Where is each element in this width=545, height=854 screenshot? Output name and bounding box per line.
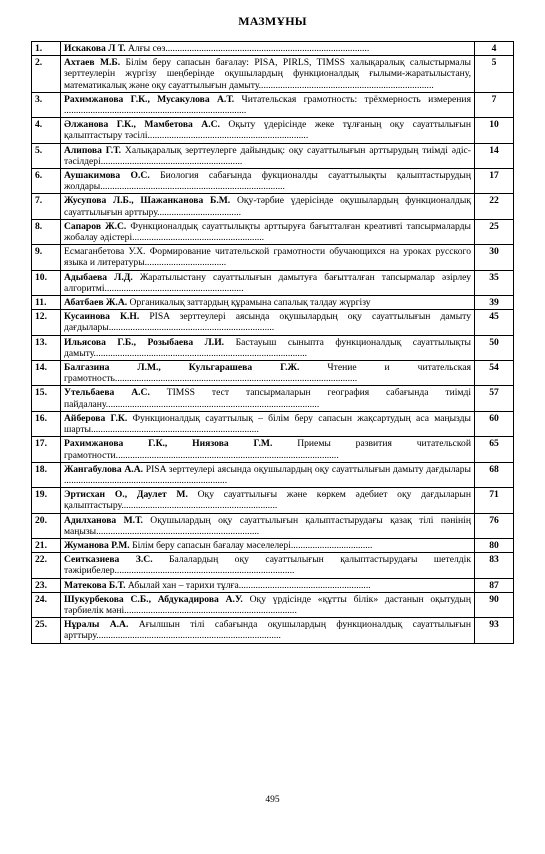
toc-row	[32, 538, 514, 552]
entry-text	[61, 361, 475, 386]
entry-text	[61, 513, 475, 538]
entry-page: 50	[475, 335, 514, 360]
entry-title: Есмаганбетова У.Х. Формирование читательской грамотности обучающихся на уроках русского языка и литературы..................................	[64, 246, 471, 269]
entry-title: Ағылшын тілі сабағында оқушылардың функционалдық сауаттылығын арттыру.............................................................................	[64, 619, 472, 642]
entry-number: 11.	[32, 296, 61, 310]
entry-page: 14	[475, 143, 514, 168]
toc-row	[32, 437, 514, 462]
entry-author: Утельбаева А.С.	[64, 387, 150, 399]
entry-text	[61, 437, 475, 462]
entry-title: Функционалдық сауаттылық – білім беру сапасын жақсартудың аса маңызды шарты......................................................................	[64, 412, 471, 436]
entry-number: 24.	[32, 592, 61, 617]
entry-text	[61, 143, 475, 168]
entry-number: 3.	[32, 92, 61, 117]
entry-number: 10.	[32, 270, 61, 295]
toc-row	[32, 42, 514, 56]
entry-number: 6.	[32, 169, 61, 194]
entry-title: Халықаралық зерттеулерге дайындық: оқу сауаттылығын арттырудың тиімді әдіс-тәсілдері...........................................................	[64, 144, 471, 167]
entry-text	[61, 296, 475, 310]
entry-number: 15.	[32, 386, 61, 411]
entry-title: Алғы сөз.....................................................................................	[125, 43, 370, 54]
entry-number: 23.	[32, 578, 61, 592]
entry-title: Органикалық заттардың құрамына сапалық талдау жүргізу	[127, 297, 371, 309]
entry-number: 4.	[32, 118, 61, 143]
entry-page: 30	[475, 245, 514, 270]
entry-number: 5.	[32, 143, 61, 168]
entry-title: Бастауыш сыныпта функционалдық сауаттылықты дамыту.........................................................................................	[64, 336, 471, 359]
entry-title: Оқу үрдісінде «құтты білік» дастанын оқытудың тәрбиелік мәні........................................................................	[64, 593, 471, 616]
entry-number: 19.	[32, 488, 61, 513]
entry-page: 76	[475, 513, 514, 538]
toc-row	[32, 578, 514, 592]
entry-author: Адыбаева Л.Д.	[64, 271, 133, 283]
entry-author: Шукурбекова С.Б., Абдукадирова А.У.	[64, 593, 243, 605]
entry-title: Білім беру сапасын бағалау: PISA, PIRLS, TIMSS халықаралық салыстырмалы зерттеулерін жүргізу шеңберінде оқушылардың функционалдық ғылыми-жаратылыстану, математикалық және оқу сауаттылығын дамыту.........................................................................	[64, 57, 471, 91]
entry-number: 7.	[32, 194, 61, 219]
entry-title: Биология сабағында фукционалды сауаттылықты қалыптастырудың жолдары.............................................................................	[64, 170, 471, 193]
entry-text	[61, 488, 475, 513]
toc-row	[32, 488, 514, 513]
entry-number: 20.	[32, 513, 61, 538]
entry-text	[61, 411, 475, 436]
toc-row	[32, 386, 514, 411]
toc-row	[32, 118, 514, 143]
entry-text	[61, 592, 475, 617]
entry-author: Алипова Г.Т.	[64, 144, 122, 156]
entry-author: Нұралы А.А.	[64, 619, 129, 631]
contents-body	[32, 42, 514, 644]
entry-page: 93	[475, 618, 514, 643]
entry-number: 14.	[32, 361, 61, 386]
toc-row	[32, 361, 514, 386]
entry-page: 80	[475, 538, 514, 552]
entry-page: 60	[475, 411, 514, 436]
toc-row	[32, 92, 514, 117]
entry-author: Балгазина Л.М., Кульгарашева Г.Ж.	[64, 362, 300, 374]
entry-page: 35	[475, 270, 514, 295]
entry-text	[61, 219, 475, 244]
entry-page: 54	[475, 361, 514, 386]
entry-title: Білім беру сапасын бағалау мәселелері..................................	[129, 539, 373, 551]
toc-row	[32, 411, 514, 436]
entry-text	[61, 194, 475, 219]
toc-row	[32, 219, 514, 244]
entry-text	[61, 169, 475, 194]
entry-page: 65	[475, 437, 514, 462]
entry-author: Жангабулова А.А.	[64, 463, 144, 475]
entry-author: Ильясова Г.Б., Розыбаева Л.И.	[64, 336, 225, 348]
entry-number: 18.	[32, 462, 61, 487]
entry-title: Оқу сауаттылығы және көркем әдебиет оқу дағдыларын қалыптастыру.................................................................	[64, 489, 471, 512]
entry-title: Балалардың оқу сауаттылығын қалыптастырудағы шетелдік тәжірибелер...........................................................................	[64, 554, 472, 577]
entry-page: 22	[475, 194, 514, 219]
page-number: 495	[265, 795, 280, 805]
toc-row	[32, 56, 514, 93]
entry-page: 57	[475, 386, 514, 411]
toc-row	[32, 592, 514, 617]
entry-text	[61, 42, 475, 56]
toc-row	[32, 143, 514, 168]
entry-number: 2.	[32, 56, 61, 93]
entry-author: Рахимжанова Г.К., Мусакулова А.Т.	[64, 93, 235, 105]
entry-number: 25.	[32, 618, 61, 643]
entry-number: 21.	[32, 538, 61, 552]
entry-number: 12.	[32, 310, 61, 335]
entry-title: Оқу-тәрбие үдерісінде оқушылардың функционалдық сауаттылығын арттыру...................................	[64, 195, 471, 218]
entry-number: 17.	[32, 437, 61, 462]
entry-author: Сеитказиева З.С.	[64, 554, 153, 566]
toc-row	[32, 310, 514, 335]
toc-row	[32, 618, 514, 643]
entry-author: Аушакимова О.С.	[64, 170, 150, 182]
entry-text	[61, 310, 475, 335]
entry-title: Оқушылардың оқу сауаттылығын қалыптастырудағы қазақ тілі пәнінің маңызы....................................................................	[64, 514, 471, 537]
entry-page: 71	[475, 488, 514, 513]
entry-page: 83	[475, 553, 514, 578]
entry-title: PISA зерттеулері аясында оқушылардың оқу сауаттылығын дамыту дағдылары.....................................................................	[64, 311, 471, 334]
entry-number: 13.	[32, 335, 61, 360]
entry-page: 25	[475, 219, 514, 244]
entry-author: Рахимжанова Г.К., Ниязова Г.М.	[64, 438, 273, 450]
entry-title: Функционалдық сауаттылықты арттыруға бағытталған креативті тапсырмаларды жобалау әдістері.......................................................	[64, 220, 472, 244]
toc-row	[32, 462, 514, 487]
entry-page: 90	[475, 592, 514, 617]
toc-row	[32, 553, 514, 578]
entry-page: 4	[475, 42, 514, 56]
entry-number: 8.	[32, 219, 61, 244]
entry-title: Жаратылыстану сауаттылығын дамытуға бағытталған тапсырмалар әзірлеу алгоритмі..........................................................	[64, 271, 471, 294]
toc-row	[32, 270, 514, 295]
entry-text	[61, 92, 475, 117]
entry-text	[61, 618, 475, 643]
entry-page: 5	[475, 56, 514, 93]
entry-text	[61, 245, 475, 270]
entry-title: PISA зерттеулері аясында оқушылардың оқу сауаттылығын дамыту дағдылары ....................................................................	[64, 463, 471, 486]
entry-author: Искакова Л Т.	[64, 43, 126, 54]
entry-author: Кусаинова К.Н.	[64, 311, 140, 323]
entry-author: Әлжанова Г.К., Мамбетова А.С.	[64, 119, 220, 131]
entry-author: Эртисхан О., Даулет М.	[64, 489, 188, 501]
entry-title: Абылай хан – тарихи тұлға.......................................................	[125, 579, 371, 591]
entry-number: 1.	[32, 42, 61, 56]
entry-page: 39	[475, 296, 514, 310]
entry-title: Оқыту үдерісінде жеке тұлғаның оқу сауаттылығын қалыптастыру тәсілі...................................................................	[64, 119, 472, 142]
toc-row	[32, 296, 514, 310]
entry-text	[61, 553, 475, 578]
entry-text	[61, 335, 475, 360]
entry-text	[61, 462, 475, 487]
entry-text	[61, 56, 475, 93]
entry-author: Ахтаев М.Б.	[64, 57, 121, 69]
entry-author: Жуманова Р.М.	[64, 539, 130, 551]
entry-author: Сапаров Ж.С.	[64, 220, 127, 232]
entry-text	[61, 538, 475, 552]
toc-row	[32, 169, 514, 194]
entry-author: Матекова Б.Т.	[64, 579, 126, 591]
entry-page: 10	[475, 118, 514, 143]
contents-table	[31, 41, 514, 644]
entry-author: Абатбаев Ж.А.	[64, 297, 128, 309]
entry-page: 68	[475, 462, 514, 487]
entry-page: 45	[475, 310, 514, 335]
entry-author: Адилханова М.Т.	[64, 514, 143, 526]
entry-title: Приемы развития читательской грамотности.............................................................................................	[64, 438, 471, 461]
toc-row	[32, 194, 514, 219]
entry-page: 7	[475, 92, 514, 117]
entry-page: 87	[475, 578, 514, 592]
entry-text	[61, 118, 475, 143]
entry-page: 17	[475, 169, 514, 194]
entry-number: 22.	[32, 553, 61, 578]
toc-row	[32, 335, 514, 360]
entry-title: Читательская грамотность: трёхмерность измерения ............................................................................	[64, 93, 471, 117]
entry-text	[61, 386, 475, 411]
entry-number: 16.	[32, 411, 61, 436]
entry-title: TIMSS тест тапсырмаларын география сабағында тиімді пайдалану.........................................................................................	[64, 387, 471, 410]
entry-text	[61, 578, 475, 592]
entry-author: Жусупова Л.Б., Шажанканова Б.М.	[64, 195, 231, 207]
entry-title: Чтение и читательская грамотность.....................................................................................................	[64, 362, 471, 385]
entry-text	[61, 270, 475, 295]
toc-row	[32, 513, 514, 538]
entry-number: 9.	[32, 245, 61, 270]
page-title: МАЗМҰНЫ	[238, 14, 307, 28]
entry-author: Айберова Г.К.	[64, 412, 128, 424]
toc-row	[32, 245, 514, 270]
